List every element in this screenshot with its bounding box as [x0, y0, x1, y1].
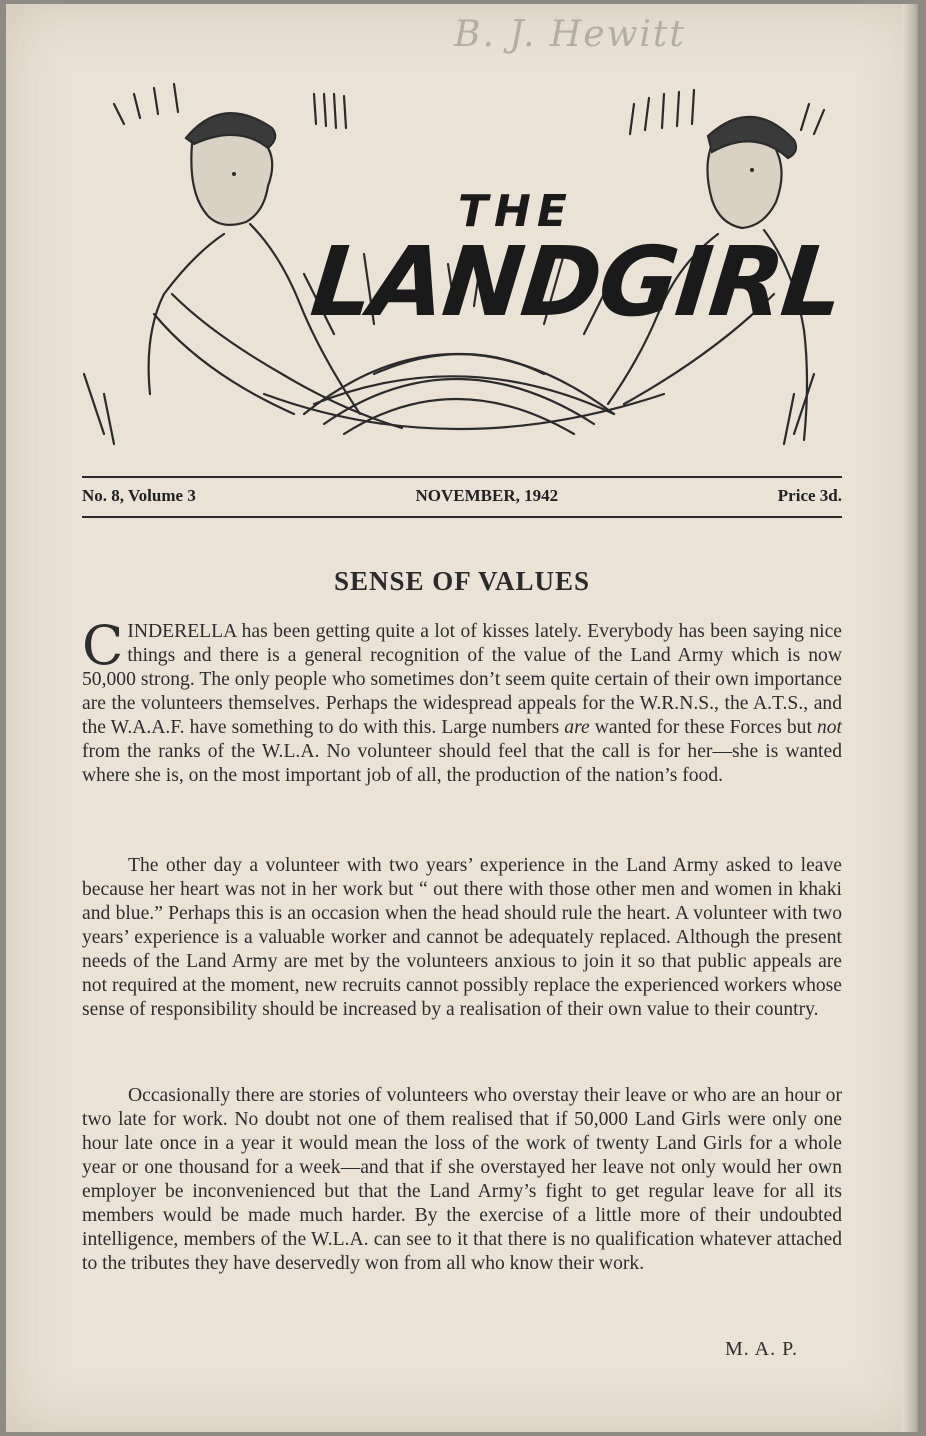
article-paragraph-2: The other day a volunteer with two years’ experience in the Land Army asked to leave because her heart was not in her work but “ out there with those other men and women in khaki and blue.” Perhaps this is an occasion when the head should rule the heart. A volunteer with two years’ experience is a valuable worker and cannot be adequately replaced. Although the present needs of the Land Army are met by the volunteers anxious to join it so that public appeals are not required at the moment, new recruits cannot possibly replace the experienced workers whose sense of responsibility should be increased by a realisation of their own value to their country. — [82, 855, 842, 1020]
page-spine — [902, 4, 918, 1432]
masthead-title-the: THE — [458, 186, 573, 237]
article-title: SENSE OF VALUES — [333, 566, 591, 596]
magazine-page — [6, 4, 918, 1432]
masthead-illustration — [74, 74, 846, 466]
handwritten-owner-name: B. J. Hewitt — [454, 14, 686, 55]
issue-date: NOVEMBER, 1942 — [415, 486, 559, 505]
rule-top — [82, 476, 842, 478]
issue-info-bar — [82, 486, 842, 506]
issue-number: No. 8, Volume 3 — [82, 486, 196, 505]
article-paragraph-3: Occasionally there are stories of volunteers who overstay their leave or who are an hour or two late for work. No doubt not one of them realised that if 50,000 Land Girls were only one hour late once in a year it would mean the loss of the work of twenty Land Girls for a whole year or one thousand for a week—and that if she overstayed her leave not only would her own employer be inconvenienced but that the Land Army’s fight to get regular leave for all its members would be made much harder. By the exercise of a little more of their undoubted intelligence, members of the W.L.A. can see to it that there is no qualification whatever attached to the tributes they have deservedly won from all who know their work. — [82, 1085, 842, 1274]
article-paragraph-1: CINDERELLA has been getting quite a lot of kisses lately. Everybody has been saying nice things and there is a general recognition of the value of the Land Army which is now 50,000 strong. The only people who sometimes don’t seem quite certain of their own importance are the volunteers themselves. Perhaps the widespread appeals for the W.R.N.S., the A.T.S., and the W.A.A.F. have something to do with this. Large numbers are wanted for these Forces but not from the ranks of the W.L.A. No volunteer should feel that the call is for her—she is wanted where she is, on the most important job of all, the production of the nation’s food. — [82, 614, 842, 786]
rule-bottom — [82, 516, 842, 518]
masthead-title-landgirl: LANDGIRL — [306, 226, 847, 338]
issue-price: Price 3d. — [777, 486, 842, 505]
article-signature: M. A. P. — [724, 1338, 798, 1360]
drop-cap: C — [82, 614, 124, 677]
